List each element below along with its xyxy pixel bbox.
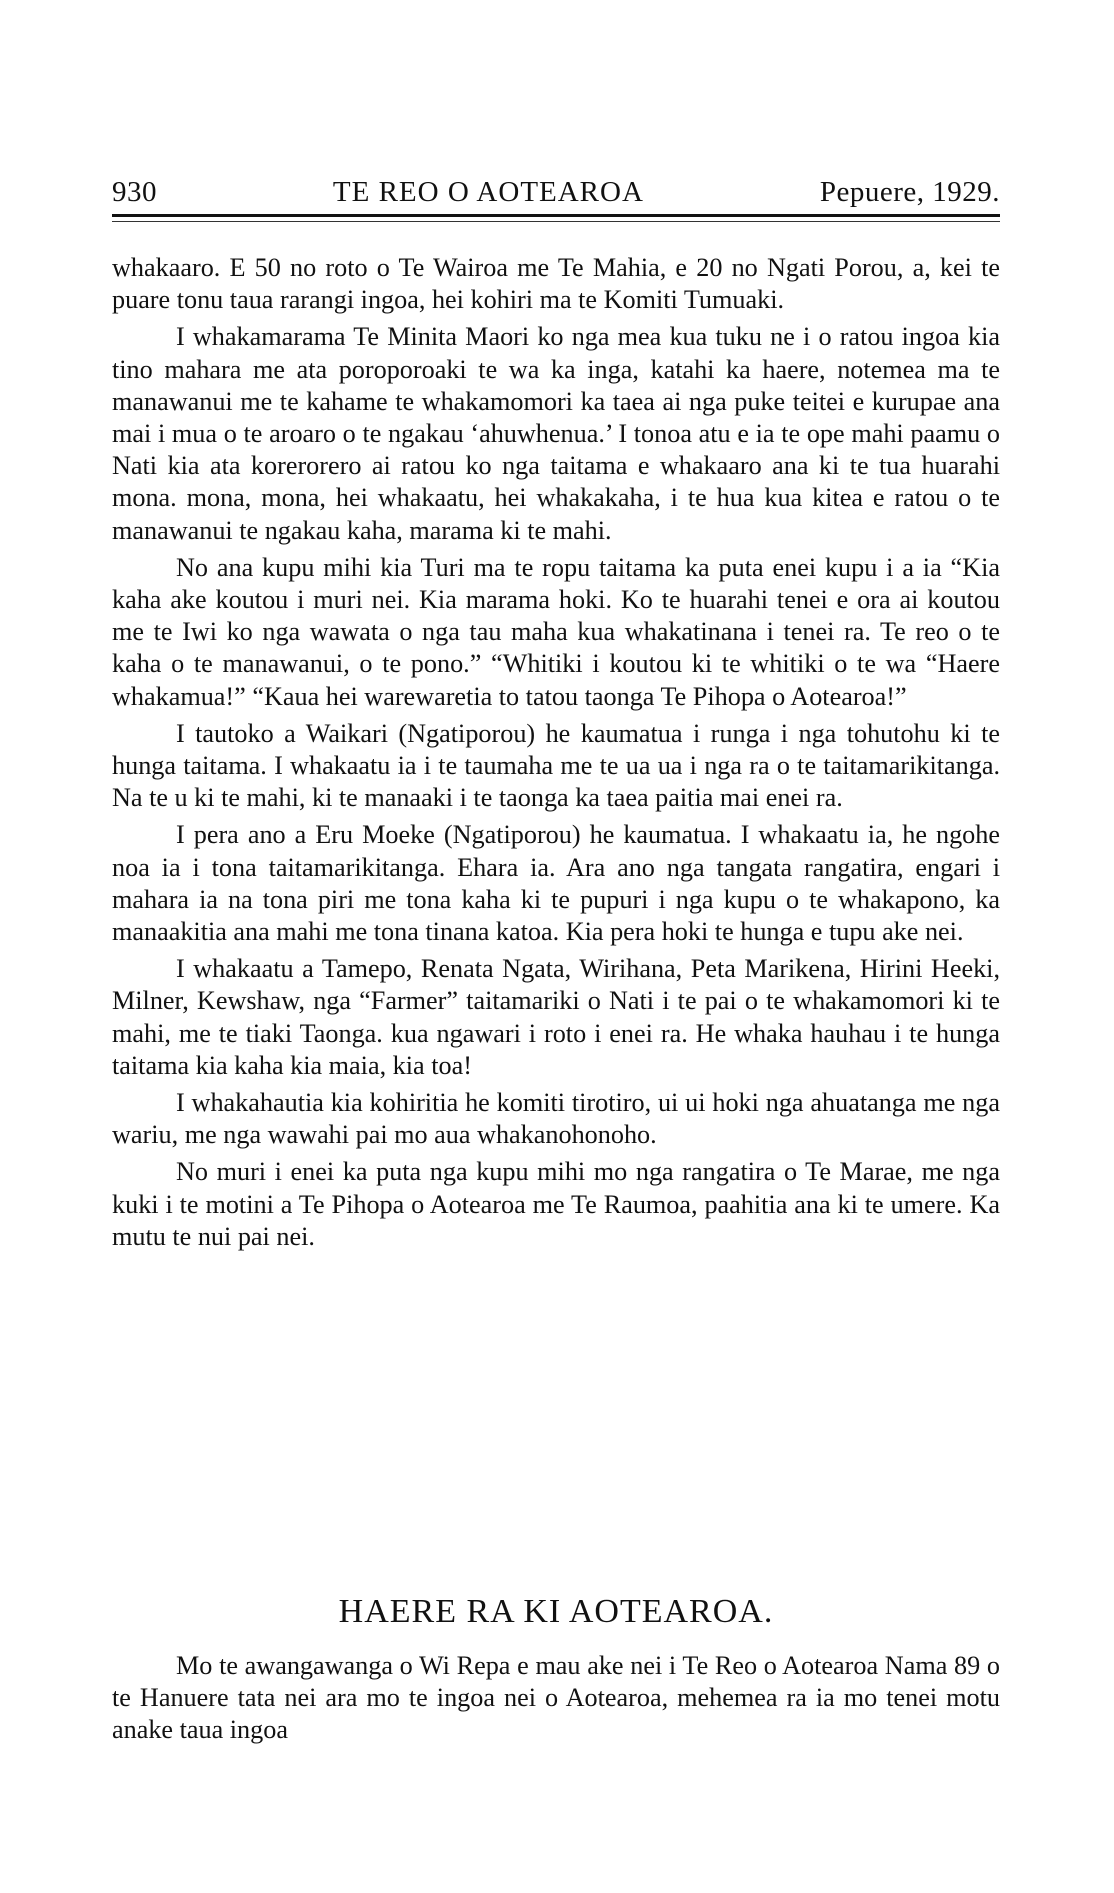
paragraph: I whakamarama Te Minita Maori ko nga mea kua tuku ne i o ratou ingoa kia tino mahara me ata poroporoaki te wa ka inga, katahi ka haere, notemea ma te manawanui me te kahame te whakamomori ka taea ai nga puke teitei e kurupae ana mai i mua o te aroaro o te ngakau ‘ahuwhenua.’ I tonoa atu e ia te ope mahi paamu o Nati kia ata korerorero ai ratou ko nga taitama e whakaaro ana ki te tua huarahi mona. mona, mona, hei whakaatu, hei whakakaha, i te hua kua kitea e ratou o te manawanui te ngakau kaha, marama ki te mahi. — [112, 322, 1000, 545]
article-body — [112, 252, 1000, 1258]
section-heading: HAERE RA KI AOTEAROA. — [338, 1593, 774, 1630]
issue-date: Pepuere, 1929. — [819, 176, 1000, 208]
header-rule-thick — [112, 214, 1000, 217]
paragraph: Mo te awangawanga o Wi Repa e mau ake nei i Te Reo o Aotearoa Nama 89 o te Hanuere tata nei ara mo te ingoa nei o Aotearoa, mehemea ra ia mo tenei motu anake taua ingoa — [112, 1651, 1000, 1745]
header-rule-thin — [112, 221, 1000, 222]
paragraph: I pera ano a Eru Moeke (Ngatiporou) he kaumatua. I whakaatu ia, he ngohe noa ia i tona taitamarikitanga. Ehara ia. Ara ano nga tangata rangatira, engari i mahara ia na tona piri me tona kaha ki te pupuri i nga kupu o te whakapono, ka manaakitia ana mahi me tona tinana katoa. Kia pera hoki te hunga e tupu ake nei. — [112, 820, 1000, 947]
paragraph: No muri i enei ka puta nga kupu mihi mo nga rangatira o Te Marae, me nga kuki i te motini a Te Pihopa o Aotearoa me Te Raumoa, paahitia ana ki te umere. Ka mutu te nui pai nei. — [112, 1157, 1000, 1251]
running-header — [112, 176, 1000, 212]
paragraph: I whakahautia kia kohiritia he komiti tirotiro, ui ui hoki nga ahuatanga me nga wariu, me nga wawahi pai mo aua whakanohonoho. — [112, 1088, 1000, 1150]
paragraph: No ana kupu mihi kia Turi ma te ropu taitama ka puta enei kupu i a ia “Kia kaha ake koutou i muri nei. Kia marama hoki. Ko te huarahi tenei e ora ai koutou me te Iwi ko nga wawata o nga tau maha kua whakatinana i tenei ra. Te reo o te kaha o te manawanui, o te pono.” “Whitiki i koutou ki te whitiki o te wa “Haere whakamua!” “Kaua hei warewaretia to tatou taonga Te Pihopa o Aotearoa!” — [112, 552, 1000, 711]
running-title: TE REO O AOTEAROA — [332, 176, 644, 208]
page-number: 930 — [112, 176, 157, 208]
paragraph: whakaaro. E 50 no roto o Te Wairoa me Te Mahia, e 20 no Ngati Porou, a, kei te puare tonu taua rarangi ingoa, hei kohiri ma te Komiti Tumuaki. — [112, 253, 1000, 315]
paragraph: I whakaatu a Tamepo, Renata Ngata, Wirihana, Peta Marikena, Hirini Heeki, Milner, Kewshaw, nga “Farmer” taitamariki o Nati i te pai o te whakamomori ki te mahi, me te tiaki Taonga. kua ngawari i roto i enei ra. He whaka hauhau i te hunga taitama kia kaha kia maia, kia toa! — [112, 954, 1000, 1080]
paragraph: I tautoko a Waikari (Ngatiporou) he kaumatua i runga i nga tohutohu ki te hunga taitama. I whakaatu ia i te taumaha me te ua ua i nga ra o te taitamarikitanga. Na te u ki te mahi, ki te manaaki i te taonga ka taea paitia mai enei ra. — [112, 718, 1000, 813]
section-body — [112, 1650, 1000, 1747]
